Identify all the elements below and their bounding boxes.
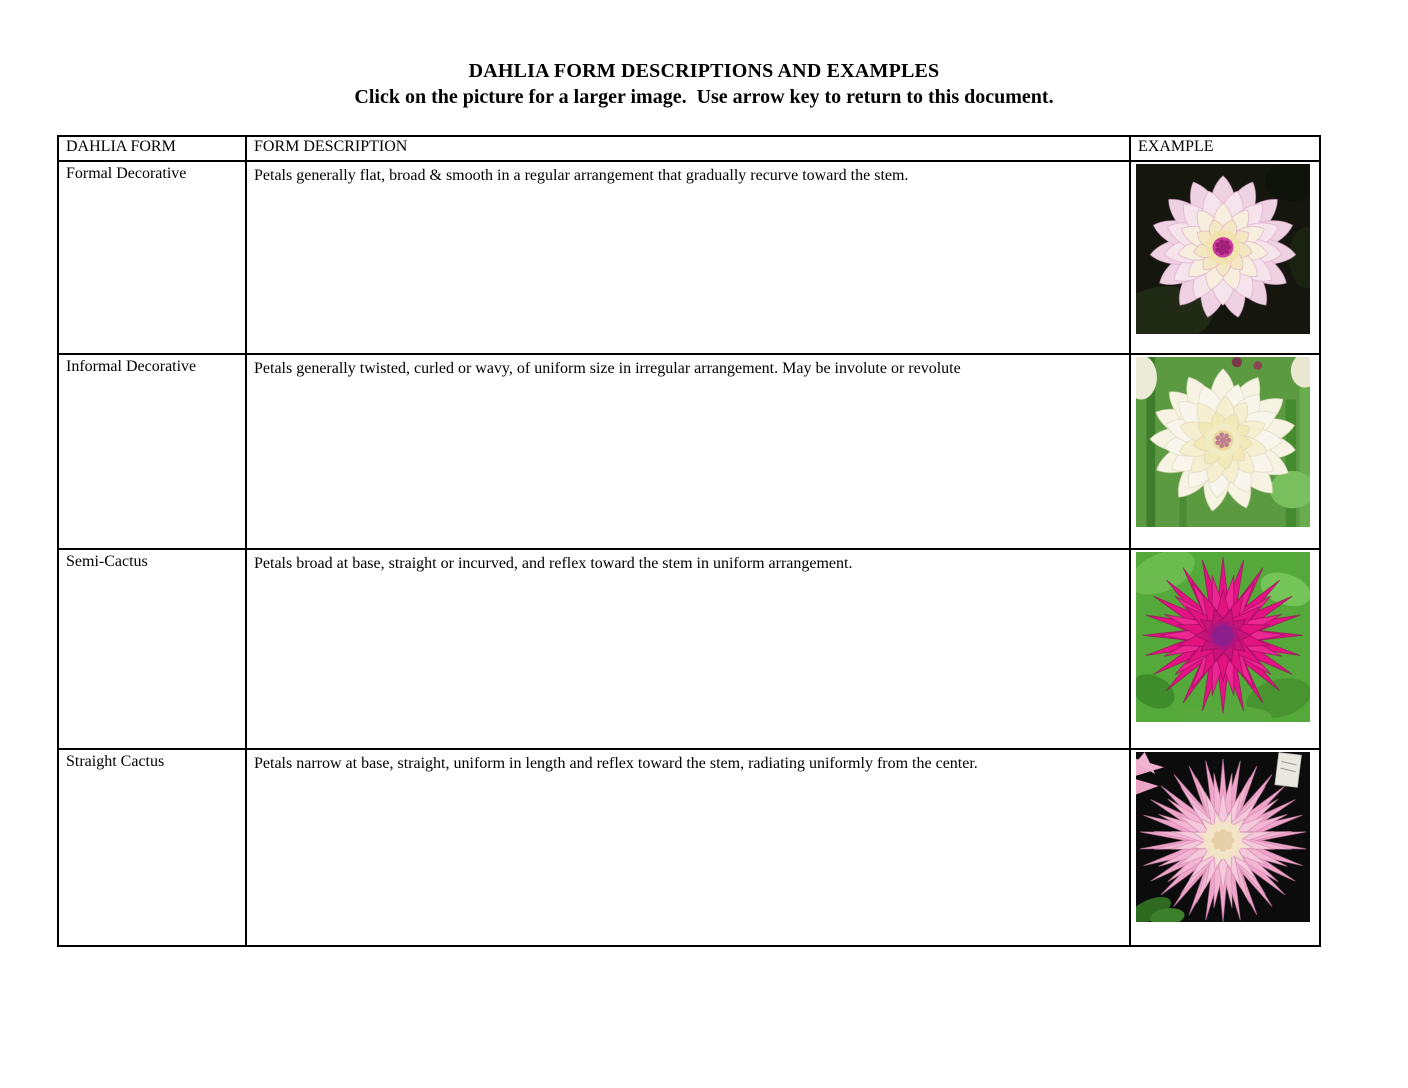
- example-cell: [1130, 354, 1320, 549]
- dahlia-form-name: Straight Cactus: [66, 753, 165, 770]
- page-subtitle: Click on the picture for a larger image. Use arrow key to return to this document.: [354, 86, 1054, 108]
- form-description-cell: [246, 354, 1130, 549]
- example-photo-link[interactable]: [1136, 164, 1310, 334]
- dahlia-form-table: [57, 135, 1321, 947]
- example-cell: [1130, 161, 1320, 354]
- column-header-form-description: FORM DESCRIPTION: [246, 136, 1130, 161]
- form-description-text: Petals broad at base, straight or incurved, and reflex toward the stem in uniform arrangement.: [254, 555, 853, 572]
- dahlia-form-cell: [58, 354, 246, 549]
- dahlia-photo: [1136, 752, 1310, 922]
- table-header-row: [58, 136, 1320, 161]
- example-photo-link[interactable]: [1136, 552, 1310, 722]
- example-photo-link[interactable]: [1136, 752, 1310, 922]
- dahlia-form-cell: [58, 749, 246, 946]
- dahlia-form-cell: [58, 161, 246, 354]
- dahlia-form-cell: [58, 549, 246, 749]
- dahlia-form-name: Informal Decorative: [66, 358, 197, 375]
- example-cell: [1130, 749, 1320, 946]
- form-description-text: Petals narrow at base, straight, uniform in length and reflex toward the stem, radiating uniformly from the center.: [254, 755, 978, 772]
- form-description-text: Petals generally twisted, curled or wavy, of uniform size in irregular arrangement. May be involute or revolute: [254, 360, 961, 377]
- table-row: [58, 161, 1320, 354]
- example-photo-link[interactable]: [1136, 357, 1310, 527]
- dahlia-form-name: Semi-Cactus: [66, 553, 148, 570]
- table-row: [58, 749, 1320, 946]
- form-description-cell: [246, 749, 1130, 946]
- column-header-example: EXAMPLE: [1130, 136, 1320, 161]
- form-description-cell: [246, 549, 1130, 749]
- table-row: [58, 354, 1320, 549]
- form-description-cell: [246, 161, 1130, 354]
- example-cell: [1130, 549, 1320, 749]
- page-title: DAHLIA FORM DESCRIPTIONS AND EXAMPLES: [468, 60, 940, 82]
- column-header-dahlia-form: DAHLIA FORM: [58, 136, 246, 161]
- table-row: [58, 549, 1320, 749]
- dahlia-form-name: Formal Decorative: [66, 165, 187, 182]
- form-description-text: Petals generally flat, broad & smooth in a regular arrangement that gradually recurve toward the stem.: [254, 167, 909, 184]
- dahlia-photo: [1136, 164, 1310, 334]
- dahlia-photo: [1136, 357, 1310, 527]
- dahlia-photo: [1136, 552, 1310, 722]
